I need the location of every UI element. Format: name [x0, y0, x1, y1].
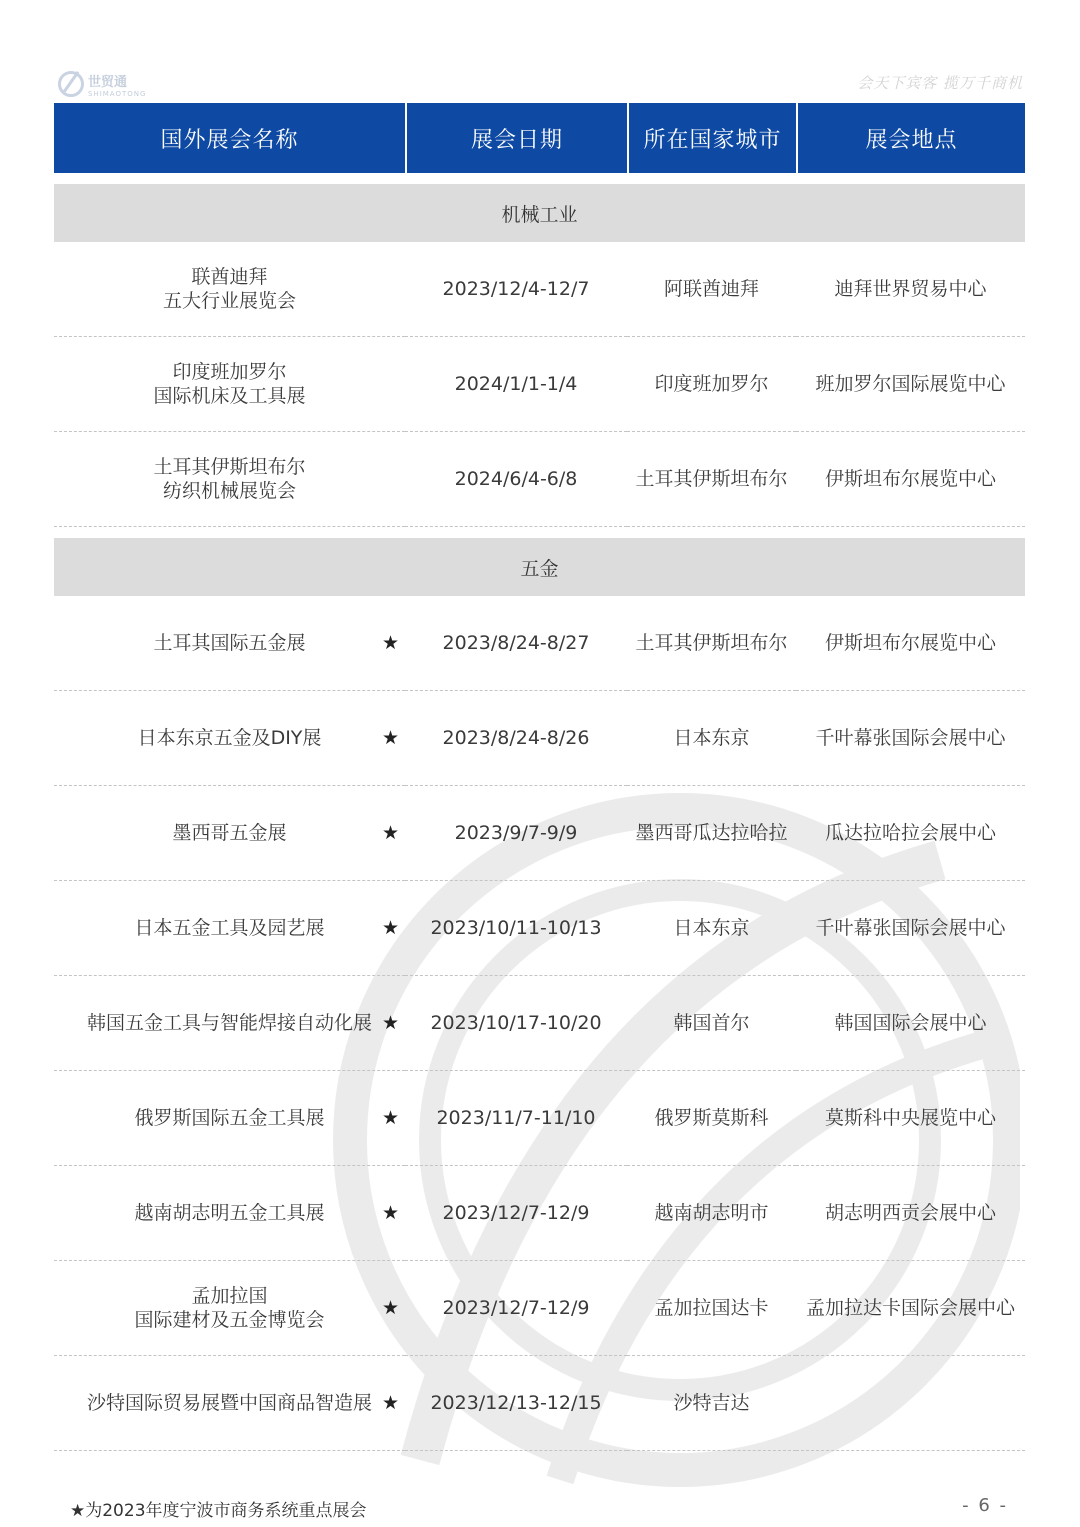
- exhibition-name: [70, 1391, 390, 1415]
- brand-logo: [58, 70, 146, 98]
- exhibition-name-line: 土耳其国际五金展: [153, 632, 306, 654]
- spacer-cell: [54, 527, 1025, 538]
- exhibition-venue: 胡志明西贡会展中心: [796, 1166, 1025, 1261]
- exhibition-venue: 千叶幕张国际会展中心: [796, 881, 1025, 976]
- key-exhibition-star-icon: ★: [381, 727, 399, 749]
- table-row: [54, 881, 1025, 976]
- exhibition-name: [70, 1011, 390, 1035]
- section-header-row: [54, 184, 1025, 242]
- section-spacer: [54, 527, 1025, 538]
- exhibition-date: 2024/1/1-1/4: [405, 337, 627, 432]
- exhibition-name: [70, 821, 390, 845]
- exhibition-date: 2023/9/7-9/9: [405, 786, 627, 881]
- exhibition-date: 2023/10/11-10/13: [405, 881, 627, 976]
- column-header-venue: 展会地点: [796, 103, 1025, 173]
- exhibition-date: 2023/12/4-12/7: [405, 242, 627, 337]
- exhibition-name-line: 五大行业展览会: [162, 290, 296, 312]
- exhibition-name-line: 日本五金工具及园艺展: [134, 917, 325, 939]
- exhibition-name: [70, 1284, 390, 1332]
- exhibition-name-cell: [54, 242, 405, 337]
- section-title: 五金: [54, 538, 1025, 596]
- exhibition-venue: 千叶幕张国际会展中心: [796, 691, 1025, 786]
- table-row: [54, 337, 1025, 432]
- table-body: [54, 173, 1025, 1451]
- exhibition-name: [70, 1201, 390, 1225]
- exhibition-city: 日本东京: [627, 881, 796, 976]
- brand-sub: SHIMAOTONG: [88, 89, 147, 98]
- exhibition-name-cell: [54, 976, 405, 1071]
- key-exhibition-star-icon: ★: [381, 917, 399, 939]
- section-title: 机械工业: [54, 184, 1025, 242]
- exhibition-table: [54, 103, 1025, 1451]
- exhibition-name-cell: [54, 1356, 405, 1451]
- exhibition-date: 2023/8/24-8/26: [405, 691, 627, 786]
- key-exhibition-star-icon: ★: [381, 1297, 399, 1319]
- exhibition-venue: 孟加拉达卡国际会展中心: [796, 1261, 1025, 1356]
- table-row: [54, 1166, 1025, 1261]
- table-row: [54, 786, 1025, 881]
- table-row: [54, 432, 1025, 527]
- exhibition-venue: 伊斯坦布尔展览中心: [796, 596, 1025, 691]
- exhibition-date: 2023/8/24-8/27: [405, 596, 627, 691]
- table-row: [54, 242, 1025, 337]
- exhibition-name-line: 孟加拉国: [191, 1285, 268, 1307]
- table-header-row: [54, 103, 1025, 173]
- column-header-name: 国外展会名称: [54, 103, 405, 173]
- exhibition-city: 土耳其伊斯坦布尔: [627, 596, 796, 691]
- exhibition-venue: [796, 1356, 1025, 1451]
- exhibition-name-line: 国际机床及工具展: [153, 385, 306, 407]
- exhibition-name-line: 土耳其伊斯坦布尔: [153, 456, 306, 478]
- exhibition-name-cell: [54, 786, 405, 881]
- key-exhibition-star-icon: ★: [381, 822, 399, 844]
- exhibition-city: 阿联酋迪拜: [627, 242, 796, 337]
- exhibition-venue: 莫斯科中央展览中心: [796, 1071, 1025, 1166]
- exhibition-name: [70, 631, 390, 655]
- spacer-cell: [54, 173, 1025, 184]
- exhibition-city: 墨西哥瓜达拉哈拉: [627, 786, 796, 881]
- key-exhibition-star-icon: ★: [381, 1392, 399, 1414]
- exhibition-city: 印度班加罗尔: [627, 337, 796, 432]
- exhibition-city: 越南胡志明市: [627, 1166, 796, 1261]
- exhibition-name-line: 联酋迪拜: [191, 266, 268, 288]
- exhibition-name: [70, 360, 390, 408]
- page-number: - 6 -: [962, 1495, 1008, 1516]
- exhibition-name-line: 越南胡志明五金工具展: [134, 1202, 325, 1224]
- exhibition-name: [70, 916, 390, 940]
- exhibition-name-cell: [54, 432, 405, 527]
- exhibition-venue: 伊斯坦布尔展览中心: [796, 432, 1025, 527]
- table-row: [54, 976, 1025, 1071]
- exhibition-date: 2023/11/7-11/10: [405, 1071, 627, 1166]
- exhibition-name-cell: [54, 691, 405, 786]
- exhibition-name-line: 日本东京五金及DIY展: [137, 727, 322, 749]
- exhibition-city: 韩国首尔: [627, 976, 796, 1071]
- table-row: [54, 1356, 1025, 1451]
- key-exhibition-star-icon: ★: [381, 1012, 399, 1034]
- exhibition-name-cell: [54, 596, 405, 691]
- table-row: [54, 1261, 1025, 1356]
- exhibition-name-line: 沙特国际贸易展暨中国商品智造展: [86, 1392, 372, 1414]
- exhibition-name-line: 墨西哥五金展: [172, 822, 287, 844]
- exhibition-name-cell: [54, 337, 405, 432]
- section-spacer: [54, 173, 1025, 184]
- footnote: ★为2023年度宁波市商务系统重点展会: [70, 1501, 367, 1521]
- slogan: 会天下宾客 揽万千商机: [857, 74, 1023, 92]
- exhibition-name: [70, 265, 390, 313]
- exhibition-venue: 韩国国际会展中心: [796, 976, 1025, 1071]
- exhibition-venue: 迪拜世界贸易中心: [796, 242, 1025, 337]
- table-row: [54, 691, 1025, 786]
- exhibition-venue: 班加罗尔国际展览中心: [796, 337, 1025, 432]
- key-exhibition-star-icon: ★: [381, 632, 399, 654]
- exhibition-date: 2024/6/4-6/8: [405, 432, 627, 527]
- logo-icon: [58, 71, 84, 97]
- exhibition-date: 2023/10/17-10/20: [405, 976, 627, 1071]
- table-row: [54, 596, 1025, 691]
- exhibition-venue: 瓜达拉哈拉会展中心: [796, 786, 1025, 881]
- exhibition-name-cell: [54, 1071, 405, 1166]
- exhibition-name: [70, 1106, 390, 1130]
- exhibition-city: 孟加拉国达卡: [627, 1261, 796, 1356]
- exhibition-city: 沙特吉达: [627, 1356, 796, 1451]
- exhibition-name-line: 韩国五金工具与智能焊接自动化展: [86, 1012, 372, 1034]
- exhibition-name-cell: [54, 1166, 405, 1261]
- exhibition-name-line: 纺织机械展览会: [162, 480, 296, 502]
- exhibition-date: 2023/12/7-12/9: [405, 1261, 627, 1356]
- section-header-row: [54, 538, 1025, 596]
- exhibition-name-line: 国际建材及五金博览会: [134, 1309, 325, 1331]
- exhibition-city: 俄罗斯莫斯科: [627, 1071, 796, 1166]
- column-header-date: 展会日期: [405, 103, 627, 173]
- exhibition-name-cell: [54, 1261, 405, 1356]
- exhibition-name-line: 印度班加罗尔: [172, 361, 287, 383]
- table-row: [54, 1071, 1025, 1166]
- exhibition-city: 土耳其伊斯坦布尔: [627, 432, 796, 527]
- exhibition-date: 2023/12/7-12/9: [405, 1166, 627, 1261]
- column-header-city: 所在国家城市: [627, 103, 796, 173]
- exhibition-date: 2023/12/13-12/15: [405, 1356, 627, 1451]
- exhibition-name-cell: [54, 881, 405, 976]
- exhibition-name: [70, 455, 390, 503]
- key-exhibition-star-icon: ★: [381, 1202, 399, 1224]
- brand-name: 世贸通: [88, 74, 128, 90]
- exhibition-city: 日本东京: [627, 691, 796, 786]
- exhibition-name-line: 俄罗斯国际五金工具展: [134, 1107, 325, 1129]
- key-exhibition-star-icon: ★: [381, 1107, 399, 1129]
- exhibition-name: [70, 726, 390, 750]
